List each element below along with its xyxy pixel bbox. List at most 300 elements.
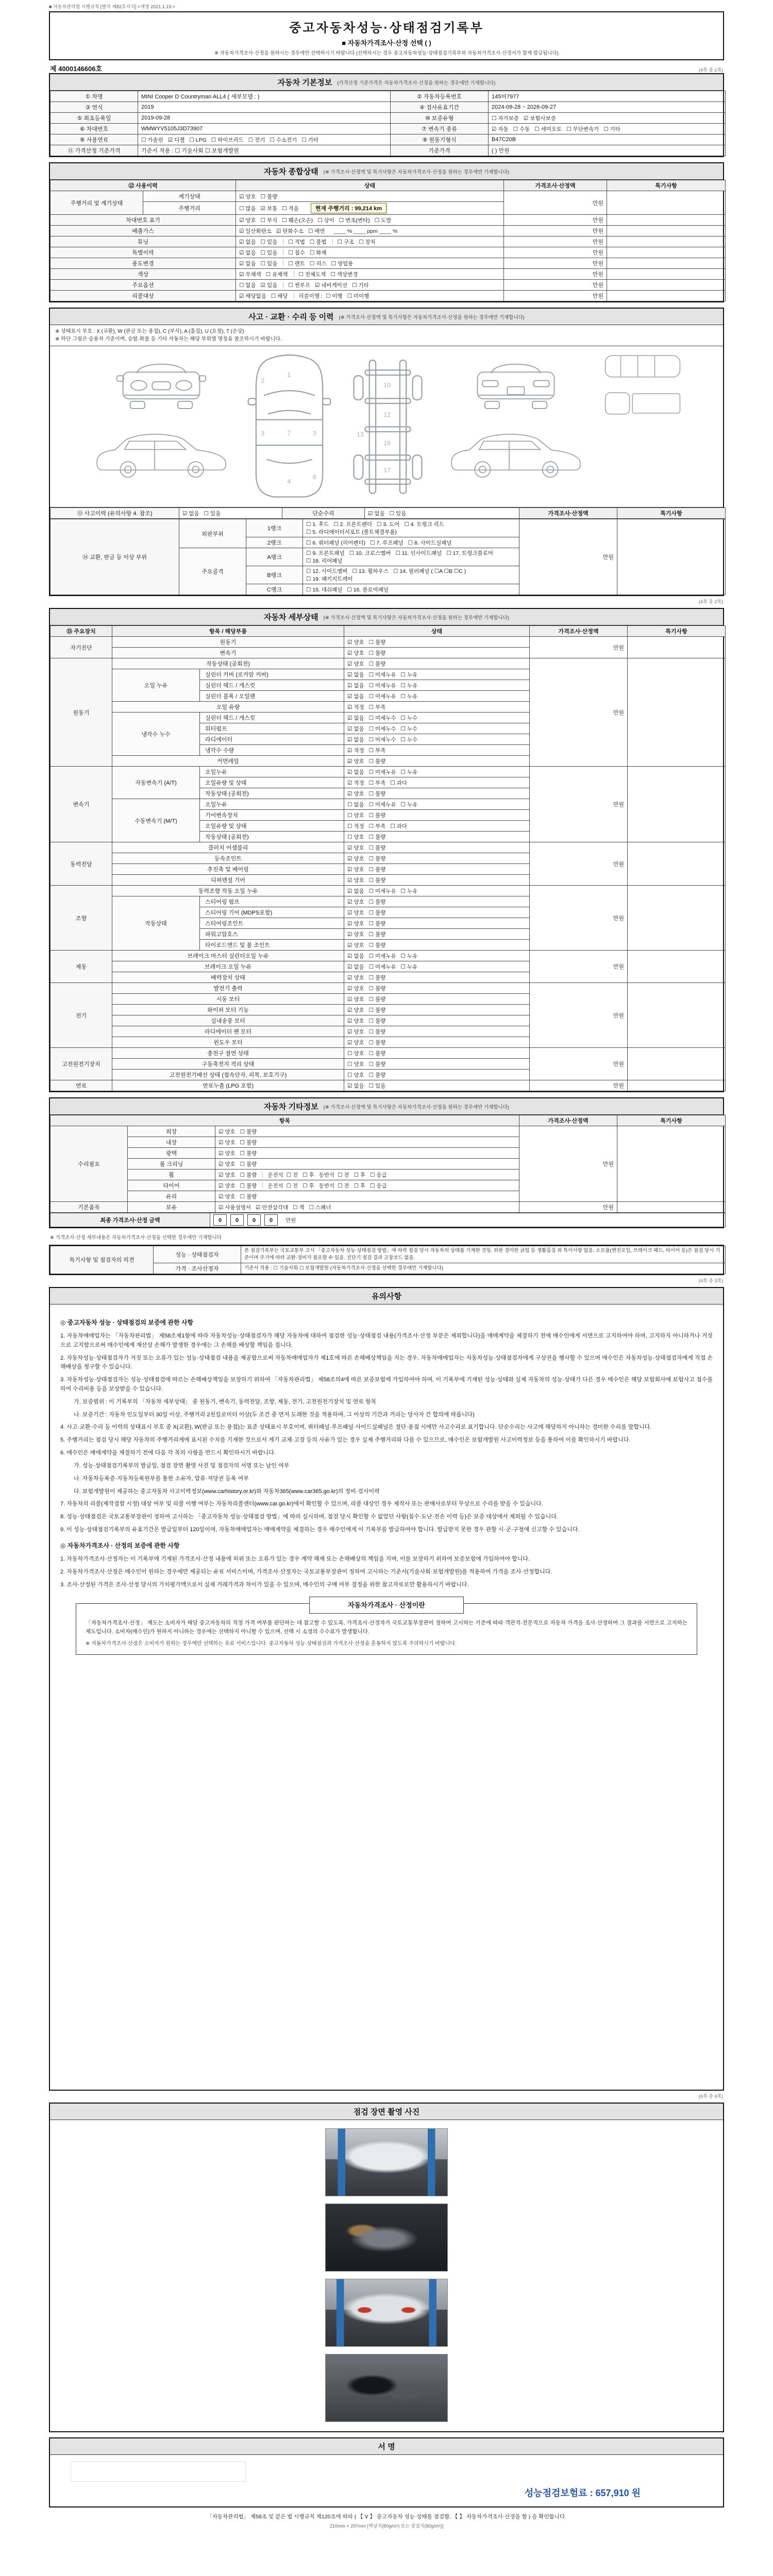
- checkbox-option[interactable]: ☑ 양호: [347, 985, 364, 992]
- checkbox-option[interactable]: ☐ 없음: [347, 801, 364, 808]
- row-label: C랭크: [246, 584, 303, 595]
- checkbox-option[interactable]: ☑ 양호: [347, 1039, 364, 1046]
- document-number: 제 4000146606호: [50, 65, 103, 73]
- checkbox-option[interactable]: ☑ 무채색: [239, 271, 261, 278]
- signature-body: [50, 2455, 723, 2506]
- checkbox-option[interactable]: ☐ 없음: [239, 282, 256, 289]
- price-digit-box: 0: [264, 1214, 278, 1226]
- detailed-condition-section: [49, 608, 724, 1092]
- checkbox-option[interactable]: ☑ 양호: [347, 1007, 364, 1013]
- checkbox-option[interactable]: ☐ 전기: [248, 137, 265, 143]
- price-survey-definition-title: 자동차가격조사 · 산정이란: [309, 1597, 464, 1614]
- checkbox-option[interactable]: ☐ 불량: [368, 974, 386, 981]
- checkbox-option[interactable]: ☐ 불량: [368, 1039, 386, 1046]
- checkbox-option[interactable]: ☐ 양호: [347, 1072, 364, 1078]
- checkbox-option[interactable]: ☐ 불량: [260, 193, 278, 200]
- value-cell: [344, 637, 530, 648]
- accident-summary-table: [50, 507, 726, 519]
- checkbox-option[interactable]: ☐ 있음: [260, 260, 278, 267]
- checkbox-option[interactable]: ☐ 수소전기: [270, 137, 297, 143]
- price-cell: 만원: [530, 658, 628, 767]
- checkbox-option[interactable]: ☐ 많음: [239, 206, 256, 212]
- checkbox-option[interactable]: ☑ 양호: [347, 855, 364, 862]
- checkbox-option[interactable]: ☐ 6. 쿼터패널 (리어펜더): [306, 539, 366, 546]
- checkbox-option[interactable]: ☐ 불량: [368, 931, 386, 938]
- checkbox-option[interactable]: ☐ 적법: [288, 239, 305, 245]
- checkbox-option[interactable]: ☐ 부족: [368, 747, 386, 754]
- checkbox-option[interactable]: ☐ 미세누수: [368, 736, 396, 743]
- basic-info-title-bar: [50, 74, 723, 91]
- checkbox-option[interactable]: ☑ 없음: [347, 1082, 364, 1089]
- checkbox-option[interactable]: ☐ 양호: [347, 834, 364, 840]
- checkbox-option[interactable]: ☐ 불량: [368, 920, 386, 927]
- checkbox-option[interactable]: ☐ 불량: [368, 942, 386, 948]
- checkbox-option[interactable]: ☐ 불량: [240, 1128, 257, 1135]
- checkbox-option[interactable]: ☐ 미세누유: [368, 963, 396, 970]
- row-label: ⑧ 사용연료: [51, 134, 138, 145]
- car-side-view-right-diagram: [444, 426, 588, 481]
- checkbox-option[interactable]: ☑ 양호: [347, 790, 364, 797]
- checkbox-option[interactable]: ☐ 미세누유: [368, 769, 396, 775]
- checkbox-option[interactable]: ☐ 불량: [368, 1028, 386, 1035]
- checkbox-option[interactable]: ☐ 미이행: [347, 293, 369, 299]
- checkbox-option[interactable]: ☐ 가솔린: [141, 137, 163, 143]
- price-cell: 만원: [504, 215, 607, 226]
- checkbox-option[interactable]: ☑ 없음: [347, 693, 364, 700]
- checkbox-option[interactable]: ☑ 보험사보증: [523, 115, 556, 122]
- checkbox-option[interactable]: ☐ 불량: [368, 758, 386, 765]
- checkbox-option[interactable]: ☐ 스패너: [309, 1204, 331, 1211]
- value-cell: [303, 584, 519, 595]
- checkbox-option[interactable]: ☑ 없음: [347, 715, 364, 721]
- checkbox-option[interactable]: ☐ 영업용: [331, 260, 354, 267]
- checkbox-option[interactable]: ☐ 불량: [368, 985, 386, 992]
- checkbox-option[interactable]: ☐ 무단변속기: [566, 126, 599, 132]
- checkbox-option[interactable]: ☑ 없음: [182, 510, 199, 517]
- checkbox-option[interactable]: ☐ 변조(변타): [339, 217, 370, 224]
- checkbox-option[interactable]: ☐ 불량: [368, 996, 386, 1003]
- checkbox-option[interactable]: ☑ 없음: [347, 736, 364, 743]
- checkbox-option[interactable]: ☐ 수동: [513, 126, 530, 132]
- price-cell: 만원: [504, 258, 607, 269]
- checkbox-option[interactable]: ☐ 부족: [368, 823, 386, 829]
- checkbox-option[interactable]: ☐ 불량: [240, 1172, 257, 1178]
- checkbox-option[interactable]: ☐ 불량: [368, 1018, 386, 1024]
- checkbox-option[interactable]: ☑ 없음: [239, 260, 256, 267]
- notice-paragraph: 9. 이 성능·상태점검기록부의 유효기간은 발급일부터 120일이며, 자동차매매업자는 매매계약을 체결하는 경우 매수인에게 이 기록부를 발급하여야 합니다. 발급받지 못한 경우 관할 시·군·구청에 신고할 수 있습니다.: [60, 1526, 580, 1533]
- checkbox-option[interactable]: ☐ 화재: [309, 249, 327, 256]
- checkbox-option[interactable]: ☑ 사용설명서: [219, 1204, 251, 1211]
- transmission-type: [489, 124, 726, 134]
- notice-paragraph: 1. 자동차매매업자는 「자동차관리법」 제58조제1항에 따라 자동차성능·상태점검자가 해당 자동차에 대하여 점검한 성능·상태점검 내용(가격조사·산정 부분은 제외합니다)을 매매계약을 체결하기 전에 매수인에게 서면으로 고지하여야 하며, 고지하지 아니하거나 거짓으로 고지함으로써 매수인에게 재산상 손해가 발생한 경우에는 그 손해를 배상할 책임을 집니다.: [60, 1332, 713, 1348]
- value-cell: [344, 810, 530, 821]
- checkbox-option[interactable]: ☐ 12. 사이드멤버: [306, 568, 348, 574]
- signature-area[interactable]: [71, 2461, 246, 2482]
- checkbox-option[interactable]: ☐ 누유: [400, 671, 418, 678]
- column-header: 특기사항: [628, 626, 726, 637]
- checkbox-option[interactable]: ☐ 후: [354, 1172, 366, 1178]
- checkbox-option[interactable]: ☑ 양호: [219, 1193, 236, 1200]
- checkbox-option[interactable]: ☐ 렌트: [288, 260, 305, 267]
- notice-section: [49, 1287, 724, 2091]
- checkbox-option[interactable]: ☑ 없음: [347, 888, 364, 894]
- etc-title-bar: [50, 1098, 723, 1115]
- checkbox-option[interactable]: ☐ 응급: [370, 1182, 387, 1189]
- checkbox-option[interactable]: ☐ 누수: [400, 715, 418, 721]
- checkbox-option[interactable]: ☐ 미세누유: [368, 801, 396, 808]
- checkbox-option[interactable]: ☐ 누유: [400, 769, 418, 775]
- inspection-valid-period: 2024-09-28 ~ 2026-09-27: [489, 102, 726, 113]
- checkbox-option[interactable]: ☐ 부족: [368, 779, 386, 786]
- checkbox-option[interactable]: ☐ 불량: [368, 909, 386, 916]
- checkbox-option[interactable]: ☐ 양호: [347, 1061, 364, 1067]
- checkbox-option[interactable]: ☐ 불량: [368, 639, 386, 646]
- checkbox-option[interactable]: ☐ 9. 프론트패널: [306, 550, 345, 556]
- checkbox-option[interactable]: ☑ 없음: [347, 963, 364, 970]
- row-label: 구동축전지 격리 상태: [112, 1059, 344, 1070]
- checkbox-option[interactable]: ☐ 불량: [368, 877, 386, 884]
- checkbox-option[interactable]: ☐ 리스: [309, 260, 327, 267]
- checkbox-option[interactable]: ☐ 14. 필러패널 ( ☐A ☐B ☐C ): [393, 568, 466, 574]
- checkbox-option[interactable]: ☑ 안전삼각대: [256, 1204, 289, 1211]
- basic-info-table: [50, 91, 726, 156]
- value-cell: [344, 918, 530, 929]
- warranty-type: [489, 113, 726, 124]
- row-label: 원동기: [112, 637, 344, 648]
- checkbox-option[interactable]: ☐ 이행: [325, 293, 343, 299]
- value-cell: [344, 767, 530, 777]
- value-cell: [628, 886, 726, 951]
- checkbox-option[interactable]: ☐ 구조: [337, 239, 355, 245]
- table-row: [51, 280, 726, 291]
- checkbox-option[interactable]: ☐ 양호: [347, 812, 364, 819]
- checkbox-option[interactable]: ☐ 5. 라디에이터서포트 (볼트체결부품): [306, 529, 397, 535]
- checkbox-option[interactable]: ☑ 없음: [347, 682, 364, 689]
- checkbox-option[interactable]: ☑ 양호: [219, 1128, 236, 1135]
- checkbox-option[interactable]: ☐ 누유: [400, 888, 418, 894]
- checkbox-option[interactable]: ☐ 불량: [240, 1150, 257, 1157]
- checkbox-option[interactable]: ☐ 불량: [368, 1007, 386, 1013]
- row-label: 차대번호 표기: [51, 215, 236, 226]
- checkbox-option[interactable]: ☐ 8. 사이드실패널: [408, 539, 452, 546]
- checkbox-option[interactable]: ☐ 색상변경: [330, 271, 358, 278]
- checkbox-option[interactable]: ☐ 과다: [390, 779, 407, 786]
- notice-paragraph: 2. 자동차성능·상태점검자가 거짓 또는 오류가 있는 성능·상태점검 내용을 제공함으로써 자동차매매업자가 제1호에 따른 손해배상책임을 지는 경우, 자동차매매업자는 자동차성능·상태점검자에게 구상권을 행사할 수 있으며 매수인은 자동차성능·상태점검자에게 직접 손해배상을 청구할 수 있습니다.: [60, 1354, 713, 1370]
- checkbox-option[interactable]: ☐ 3. 도어: [377, 521, 400, 528]
- checkbox-option[interactable]: ☐ LPG: [189, 137, 207, 143]
- checkbox-option[interactable]: ☐ 1. 후드: [306, 521, 329, 528]
- checkbox-option[interactable]: ☑ 양호: [219, 1150, 236, 1157]
- checkbox-option[interactable]: ☐ 자가보증: [492, 115, 519, 122]
- checkbox-option[interactable]: ☑ 일산화탄소: [239, 228, 272, 234]
- checkbox-option[interactable]: ☑ 해당없음: [239, 293, 266, 299]
- checkbox-option[interactable]: ☑ 없음: [347, 671, 364, 678]
- checkbox-option[interactable]: ☑ 없음: [347, 953, 364, 959]
- checkbox-option[interactable]: ☑ 양호: [347, 996, 364, 1003]
- document-header: [49, 11, 724, 60]
- value-cell: [344, 864, 530, 875]
- checkbox-option[interactable]: ☑ 없음: [239, 239, 256, 245]
- column-header: 항목 / 해당부품: [112, 626, 344, 637]
- checkbox-option[interactable]: ☐ 불량: [240, 1193, 257, 1200]
- checkbox-option[interactable]: ☐ 적정: [347, 823, 364, 829]
- checkbox-option[interactable]: ☐ 불량: [368, 1072, 386, 1078]
- value-cell: [344, 1026, 530, 1037]
- price-cell: 만원: [519, 1126, 617, 1202]
- checkbox-option[interactable]: ☐ 부족: [368, 704, 386, 710]
- checkbox-option[interactable]: ☑ 자동: [492, 126, 509, 132]
- checkbox-option[interactable]: ☐ 누유: [400, 693, 418, 700]
- checkbox-option[interactable]: ☑ 양호: [347, 920, 364, 927]
- checkbox-option[interactable]: ☑ 보통: [260, 206, 278, 212]
- checkbox-option[interactable]: ☐ 불량: [240, 1161, 257, 1167]
- price-cell: 만원: [530, 637, 628, 658]
- checkbox-option[interactable]: ☐ 있음: [368, 1082, 386, 1089]
- final-price-note: ※ 가격조사·산정 세부내용은 자동차가격조사·산정을 선택한 경우에만 기재합니다: [50, 1235, 222, 1241]
- value-cell: [215, 1148, 519, 1159]
- checkbox-option[interactable]: ☑ 적정: [347, 779, 364, 786]
- checkbox-option[interactable]: ☐ 후: [303, 1172, 314, 1178]
- checkbox-option[interactable]: ☑ 적정: [347, 704, 364, 710]
- checkbox-option[interactable]: ☐ 불법: [309, 239, 327, 245]
- checkbox-option[interactable]: ☐ 전: [338, 1182, 349, 1189]
- checkbox-option[interactable]: ☐ 침수: [288, 249, 305, 256]
- checkbox-option[interactable]: ☐ 2. 프론트펜더: [333, 521, 373, 528]
- value-cell: [344, 907, 530, 918]
- checkbox-option[interactable]: ☐ 미세누수: [368, 715, 396, 721]
- checkbox-option[interactable]: ☐ 장치: [359, 239, 376, 245]
- column-header: ⑫ 사용이력: [51, 180, 236, 191]
- inspection-photos-section: [49, 2103, 724, 2432]
- checkbox-option[interactable]: ☑ 양호: [347, 877, 364, 884]
- price-cell: 만원: [504, 226, 607, 236]
- car-top-view-diagram: [247, 351, 332, 501]
- checkbox-option[interactable]: ☑ 양호: [347, 909, 364, 916]
- checkbox-option[interactable]: ☐ 해당: [271, 293, 288, 299]
- checkbox-option[interactable]: ☐ 전: [286, 1172, 298, 1178]
- value-cell: [628, 658, 726, 767]
- checkbox-option[interactable]: ☐ 기타: [301, 137, 318, 143]
- svg-text:12: 12: [383, 411, 391, 419]
- checkbox-option[interactable]: ☐ 누수: [400, 736, 418, 743]
- photos-title-bar: [50, 2104, 723, 2120]
- row-label: 변속기: [51, 767, 112, 842]
- value-cell: [628, 767, 726, 842]
- value-cell: [628, 842, 726, 886]
- section-title: 자동차 종합상태: [264, 167, 318, 176]
- price-cell: 만원: [530, 842, 628, 886]
- checkbox-option[interactable]: ☐ 하이브리드: [211, 137, 244, 143]
- checkbox-option[interactable]: ☑ 있음: [260, 282, 278, 289]
- checkbox-option[interactable]: ☑ 양호: [347, 974, 364, 981]
- value-cell: [344, 853, 530, 864]
- checkbox-option[interactable]: ☐ 기타: [603, 126, 620, 132]
- checkbox-option[interactable]: ☑ 없음: [347, 769, 364, 775]
- checkbox-option[interactable]: ☑ 양호: [347, 1018, 364, 1024]
- checkbox-option[interactable]: ☐ 불량: [240, 1182, 257, 1189]
- checkbox-option[interactable]: ☐ 미세누수: [368, 725, 396, 732]
- checkbox-option[interactable]: ☐ 기타: [352, 282, 369, 289]
- row-label: 자동변속기 (A/T): [112, 767, 200, 799]
- price-cell: 만원: [530, 767, 628, 842]
- checkbox-option[interactable]: ☐ 세미오토: [534, 126, 562, 132]
- checkbox-option[interactable]: ☐ 불량: [368, 1050, 386, 1057]
- checkbox-option[interactable]: ☐ 불량: [368, 866, 386, 873]
- checkbox-option[interactable]: ☐ 16. 플로어패널: [347, 586, 389, 593]
- checkbox-option[interactable]: ☐ 7. 루프패널: [370, 539, 404, 546]
- cell-extra-text: ____ % ____ ppm ____ %: [333, 228, 398, 234]
- checkbox-option[interactable]: ☐ 누유: [400, 801, 418, 808]
- checkbox-option[interactable]: ☐ 있음: [204, 510, 221, 517]
- checkbox-option[interactable]: ☐ 불량: [368, 650, 386, 656]
- checkbox-option[interactable]: ☐ 불량: [368, 855, 386, 862]
- checkbox-option[interactable]: ☐ 불량: [368, 1061, 386, 1067]
- row-label: 충전구 절연 상태: [112, 1048, 344, 1059]
- checkbox-option[interactable]: ☐ 상이: [317, 217, 334, 224]
- row-label: 윈도우 모터: [112, 1037, 344, 1048]
- checkbox-option[interactable]: ☑ 없음: [239, 249, 256, 256]
- checkbox-option[interactable]: ☐ 후: [354, 1182, 366, 1189]
- checkbox-option[interactable]: ☐ 불량: [368, 812, 386, 819]
- checkbox-option[interactable]: ☑ 탄화수소: [276, 228, 304, 234]
- checkbox-option[interactable]: ☑ 양호: [219, 1139, 236, 1146]
- checkbox-option[interactable]: ☐ 있음: [260, 249, 278, 256]
- checkbox-option[interactable]: ☑ 양호: [347, 650, 364, 656]
- checkbox-option[interactable]: ☐ 훼손(오손): [282, 217, 313, 224]
- table-row: [51, 102, 726, 113]
- checkbox-option[interactable]: ☑ 양호: [347, 660, 364, 667]
- checkbox-option[interactable]: ☐ 매연: [308, 228, 325, 234]
- row-label: 내장: [128, 1137, 215, 1148]
- checkbox-option[interactable]: ☑ 양호: [219, 1172, 236, 1178]
- svg-text:17: 17: [383, 466, 391, 474]
- checkbox-option[interactable]: ☐ 있음: [389, 510, 407, 517]
- notice-items-2: [60, 1555, 713, 1589]
- row-label: 룸 크리닝: [128, 1159, 215, 1170]
- checkbox-option[interactable]: ☐ 불량: [368, 790, 386, 797]
- checkbox-option[interactable]: ☐ 전: [338, 1172, 349, 1178]
- checkbox-option[interactable]: ☐ 잭: [293, 1204, 305, 1211]
- signature-title-bar: [50, 2438, 723, 2455]
- vehicle-name: MINI Cooper D Countryman ALL4 ( 세부모델 : ): [138, 91, 391, 102]
- table-row: [51, 658, 726, 669]
- section-note: (※ 가격조사·산정액 및 특기사항은 자동차가격조사·산정을 원하는 경우에만 기재합니다): [323, 615, 509, 621]
- checkbox-option[interactable]: ☐ 후: [303, 1182, 314, 1189]
- value-cell: [215, 1191, 519, 1202]
- checkbox-option[interactable]: ☐ 응급: [370, 1172, 387, 1178]
- checkbox-option[interactable]: ☐ 누유: [400, 953, 418, 959]
- select-note: ※ 자동차가격조사·산정을 원하시는 경우에만 선택하시기 바랍니다 (선택하시는 경우 중고자동차성능·상태점검기록부와 자동차가격조사·산정서가 함께 발급됩니다): [214, 50, 559, 56]
- checkbox-option[interactable]: ☐ 10. 크로스멤버: [349, 550, 391, 556]
- checkbox-option[interactable]: ☑ 양호: [219, 1182, 236, 1189]
- price-survey-select-line[interactable]: ■ 자동차가격조사·산정 선택 ( ): [342, 39, 431, 47]
- checkbox-option[interactable]: ☐ 4. 트렁크 리드: [404, 521, 444, 528]
- checkbox-option[interactable]: ☐ 도말: [374, 217, 392, 224]
- table-row: [51, 767, 726, 777]
- row-label: 용도변경: [51, 258, 236, 269]
- checkbox-option[interactable]: ☑ 양호: [347, 758, 364, 765]
- document-footer: [49, 2513, 724, 2529]
- checkbox-option[interactable]: ☑ 양호: [239, 193, 256, 200]
- checkbox-option[interactable]: ☐ 불량: [368, 660, 386, 667]
- diagram-column-underbody: [345, 351, 430, 501]
- value-cell: [344, 777, 530, 788]
- column-header: 항목: [51, 1115, 519, 1126]
- table-row: [51, 1126, 726, 1137]
- checkbox-option[interactable]: ☐ 미세누유: [368, 693, 396, 700]
- row-label: 작동상태 (공회전): [112, 658, 344, 669]
- page-marker-3: (4쪽 중 3쪽): [698, 1278, 723, 1283]
- panel-rank-table: [50, 519, 726, 595]
- checkbox-option[interactable]: ☑ 양호: [347, 931, 364, 938]
- checkbox-option[interactable]: ☐ 누유: [400, 963, 418, 970]
- value-cell: [607, 258, 726, 269]
- price-cell: 만원: [504, 280, 607, 291]
- checkbox-option[interactable]: ☐ 양호: [347, 1050, 364, 1057]
- checkbox-option[interactable]: ☐ 미세누유: [368, 888, 396, 894]
- checkbox-option[interactable]: ☐ 과다: [390, 823, 407, 829]
- table-row: [51, 113, 726, 124]
- checkbox-option[interactable]: ☐ 전: [286, 1182, 298, 1189]
- checkbox-option[interactable]: ☐ 적음: [282, 206, 299, 212]
- checkbox-option[interactable]: ☑ 디젤: [167, 137, 185, 143]
- option-divider: [332, 239, 333, 244]
- checkbox-option[interactable]: ☑ 양호: [347, 866, 364, 873]
- checkbox-option[interactable]: ☑ 없음: [347, 725, 364, 732]
- checkbox-option[interactable]: ☐ 13. 휠하우스: [352, 568, 389, 574]
- checkbox-option[interactable]: ☐ 불량: [240, 1139, 257, 1146]
- checkbox-option[interactable]: ☐ 18. 리어패널: [306, 558, 343, 564]
- mileage-callout: 현재 주행거리 : 99,214 km: [311, 203, 386, 213]
- checkbox-option[interactable]: ☐ 15. 대쉬패널: [306, 586, 343, 593]
- checkbox-option[interactable]: ☐ 불량: [368, 899, 386, 905]
- checkbox-option[interactable]: ☐ 유채색: [265, 271, 288, 278]
- row-label: 기준가격: [391, 145, 489, 156]
- checkbox-option[interactable]: ☑ 양호: [219, 1161, 236, 1167]
- value-cell: [607, 226, 726, 236]
- checkbox-option[interactable]: ☐ 썬루프: [288, 282, 311, 289]
- row-label: 시동 모터: [112, 994, 344, 1005]
- checkbox-option[interactable]: ☐ 미세누유: [368, 671, 396, 678]
- row-label: ⑪ 가격산정 기준가격: [51, 145, 138, 156]
- option-group-label: 리콜이행 :: [298, 293, 323, 299]
- checkbox-option[interactable]: ☑ 양호: [239, 217, 256, 224]
- checkbox-option[interactable]: ☐ 부식: [260, 217, 278, 224]
- checkbox-option[interactable]: ☑ 양호: [347, 942, 364, 948]
- checkbox-option[interactable]: ☐ 전체도색: [298, 271, 326, 278]
- checkbox-option[interactable]: ☐ 미세누유: [368, 682, 396, 689]
- checkbox-option[interactable]: ☐ 19. 패키지트레이: [306, 576, 353, 582]
- checkbox-option[interactable]: ☐ 11. 인사이드패널: [395, 550, 442, 556]
- car-side-view-left-diagram: [89, 426, 233, 481]
- checkbox-option[interactable]: ☑ 네비게이션: [315, 282, 348, 289]
- checkbox-option[interactable]: ☐ 불량: [368, 834, 386, 840]
- row-label: 주요옵션: [51, 280, 236, 291]
- checkbox-option[interactable]: ☐ 있음: [260, 239, 278, 245]
- checkbox-option[interactable]: ☐ 불량: [368, 844, 386, 851]
- checkbox-option[interactable]: ☐ 누유: [400, 682, 418, 689]
- checkbox-option[interactable]: ☑ 양호: [347, 1028, 364, 1035]
- checkbox-option[interactable]: ☐ 17. 트렁크플로어: [446, 550, 493, 556]
- checkbox-option[interactable]: ☑ 양호: [347, 844, 364, 851]
- checkbox-option[interactable]: ☑ 없음: [368, 510, 385, 517]
- checkbox-option[interactable]: ☑ 적정: [347, 747, 364, 754]
- table-row: [51, 886, 726, 896]
- checkbox-option[interactable]: ☑ 양호: [347, 639, 364, 646]
- checkbox-option[interactable]: ☐ 누수: [400, 725, 418, 732]
- checkbox-option[interactable]: ☑ 양호: [347, 899, 364, 905]
- checkbox-option[interactable]: ☐ 미세누유: [368, 953, 396, 959]
